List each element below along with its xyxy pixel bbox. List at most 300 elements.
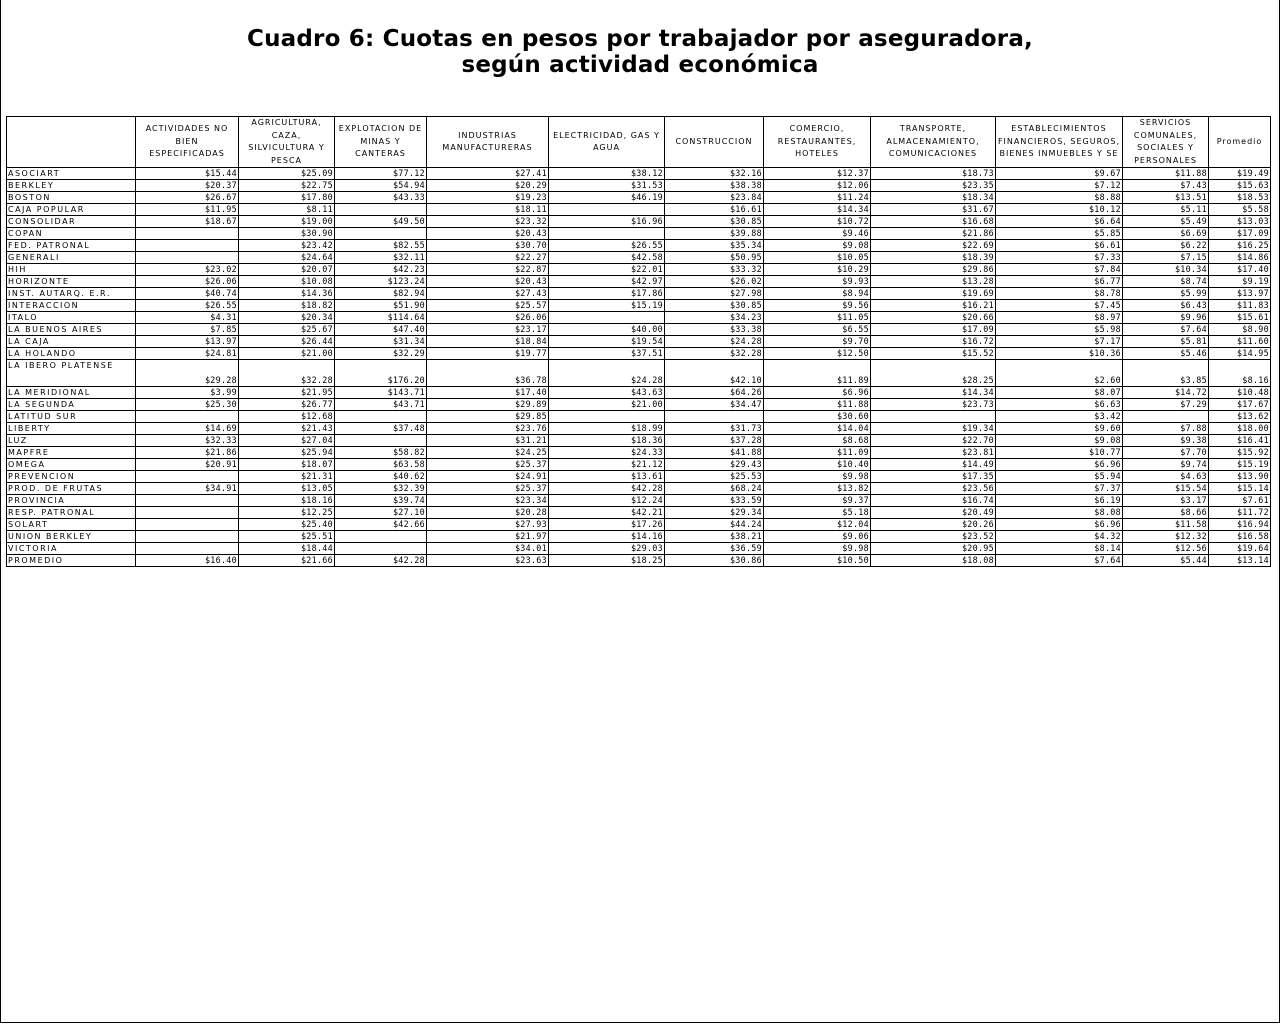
value-cell: $31.53 [549,180,665,192]
value-cell: $8.68 [764,435,871,447]
table-row [7,192,1271,204]
value-cell: $49.50 [335,216,427,228]
value-cell: $29.43 [665,459,764,471]
title-line-1: Cuadro 6: Cuotas en pesos por trabajador por aseguradora, [247,26,1033,52]
value-cell: $9.93 [764,276,871,288]
value-cell: $9.74 [1123,459,1209,471]
value-cell: $19.49 [1209,168,1271,180]
insurer-name-cell: COPAN [7,228,136,240]
value-cell: $6.55 [764,324,871,336]
insurer-name-cell: PREVENCION [7,471,136,483]
value-cell: $18.82 [239,300,335,312]
value-cell: $21.12 [549,459,665,471]
column-header: INDUSTRIAS MANUFACTURERAS [427,117,549,168]
value-cell: $10.12 [996,204,1123,216]
value-cell: $6.63 [996,399,1123,411]
value-cell: $29.89 [427,399,549,411]
value-cell: $29.85 [427,411,549,423]
value-cell: $7.33 [996,252,1123,264]
value-cell: $42.10 [665,360,764,387]
value-cell: $7.64 [996,555,1123,567]
value-cell: $63.58 [335,459,427,471]
value-cell: $19.00 [239,216,335,228]
insurer-name-cell: CAJA POPULAR [7,204,136,216]
value-cell: $31.73 [665,423,764,435]
value-cell: $15.19 [549,300,665,312]
value-cell: $16.21 [871,300,996,312]
value-cell: $25.51 [239,531,335,543]
table-row [7,264,1271,276]
value-cell: $10.05 [764,252,871,264]
insurer-name-cell: SOLART [7,519,136,531]
value-cell: $21.00 [239,348,335,360]
value-cell: $16.40 [136,555,239,567]
value-cell: $14.36 [239,288,335,300]
value-cell: $14.95 [1209,348,1271,360]
value-cell: $32.39 [335,483,427,495]
value-cell: $23.34 [427,495,549,507]
value-cell: $18.08 [871,555,996,567]
value-cell: $24.91 [427,471,549,483]
column-header-insurer [7,117,136,168]
value-cell: $64.26 [665,387,764,399]
value-cell: $37.51 [549,348,665,360]
value-cell: $9.67 [996,168,1123,180]
value-cell: $11.88 [764,399,871,411]
value-cell: $19.69 [871,288,996,300]
value-cell: $42.58 [549,252,665,264]
value-cell: $7.84 [996,264,1123,276]
value-cell: $23.63 [427,555,549,567]
value-cell: $54.94 [335,180,427,192]
value-cell: $32.11 [335,252,427,264]
value-cell: $20.43 [427,276,549,288]
value-cell: $13.05 [239,483,335,495]
insurer-name-cell: LUZ [7,435,136,447]
value-cell: $21.66 [239,555,335,567]
value-cell: $17.40 [427,387,549,399]
insurer-name-cell: UNION BERKLEY [7,531,136,543]
value-cell: $5.58 [1209,204,1271,216]
value-cell: $15.14 [1209,483,1271,495]
value-cell: $5.49 [1123,216,1209,228]
table-row [7,543,1271,555]
table-body [7,168,1271,567]
value-cell: $29.28 [136,360,239,387]
insurer-name-cell: VICTORIA [7,543,136,555]
value-cell: $39.88 [665,228,764,240]
value-cell: $7.17 [996,336,1123,348]
value-cell: $27.04 [239,435,335,447]
value-cell: $23.35 [871,180,996,192]
value-cell: $3.17 [1123,495,1209,507]
value-cell: $20.49 [871,507,996,519]
value-cell: $23.52 [871,531,996,543]
insurer-name-cell: LIBERTY [7,423,136,435]
value-cell: $24.81 [136,348,239,360]
value-cell: $9.96 [1123,312,1209,324]
value-cell [136,471,239,483]
insurer-name-cell: LA CAJA [7,336,136,348]
value-cell: $5.99 [1123,288,1209,300]
value-cell: $33.38 [665,324,764,336]
value-cell: $21.00 [549,399,665,411]
value-cell: $29.86 [871,264,996,276]
value-cell: $15.63 [1209,180,1271,192]
value-cell: $5.85 [996,228,1123,240]
value-cell: $24.64 [239,252,335,264]
value-cell: $25.94 [239,447,335,459]
value-cell: $34.47 [665,399,764,411]
value-cell: $7.12 [996,180,1123,192]
value-cell: $6.22 [1123,240,1209,252]
value-cell [335,228,427,240]
value-cell: $34.01 [427,543,549,555]
quotas-table [6,116,1271,567]
value-cell: $12.37 [764,168,871,180]
value-cell [136,507,239,519]
value-cell: $38.38 [665,180,764,192]
table-row [7,399,1271,411]
value-cell: $24.25 [427,447,549,459]
value-cell: $8.66 [1123,507,1209,519]
value-cell: $9.70 [764,336,871,348]
value-cell: $4.63 [1123,471,1209,483]
value-cell: $3.42 [996,411,1123,423]
insurer-name-cell: RESP. PATRONAL [7,507,136,519]
value-cell: $6.77 [996,276,1123,288]
value-cell: $25.67 [239,324,335,336]
value-cell: $8.14 [996,543,1123,555]
value-cell: $33.32 [665,264,764,276]
value-cell: $23.73 [871,399,996,411]
value-cell: $17.09 [871,324,996,336]
value-cell: $25.40 [239,519,335,531]
value-cell: $12.68 [239,411,335,423]
value-cell [136,240,239,252]
value-cell: $30.70 [427,240,549,252]
value-cell: $6.96 [996,459,1123,471]
value-cell: $40.62 [335,471,427,483]
value-cell: $6.64 [996,216,1123,228]
value-cell: $42.23 [335,264,427,276]
value-cell: $13.14 [1209,555,1271,567]
value-cell: $6.96 [764,387,871,399]
value-cell: $20.28 [427,507,549,519]
value-cell [136,228,239,240]
column-header: TRANSPORTE, ALMACENAMIENTO, COMUNICACIONES [871,117,996,168]
value-cell: $21.95 [239,387,335,399]
value-cell: $18.11 [427,204,549,216]
value-cell: $5.46 [1123,348,1209,360]
value-cell: $39.74 [335,495,427,507]
value-cell: $27.43 [427,288,549,300]
value-cell [549,204,665,216]
table-row [7,387,1271,399]
value-cell: $16.41 [1209,435,1271,447]
value-cell: $5.44 [1123,555,1209,567]
insurer-name-cell: PROVINCIA [7,495,136,507]
value-cell: $18.36 [549,435,665,447]
value-cell: $8.11 [239,204,335,216]
column-header: EXPLOTACION DE MINAS Y CANTERAS [335,117,427,168]
value-cell: $29.34 [665,507,764,519]
value-cell: $25.37 [427,459,549,471]
value-cell [136,252,239,264]
value-cell: $42.66 [335,519,427,531]
table-row [7,216,1271,228]
value-cell: $10.34 [1123,264,1209,276]
value-cell: $4.32 [996,531,1123,543]
value-cell: $58.82 [335,447,427,459]
value-cell: $10.29 [764,264,871,276]
value-cell: $42.28 [335,555,427,567]
table-row [7,228,1271,240]
value-cell: $6.61 [996,240,1123,252]
value-cell: $12.50 [764,348,871,360]
value-cell: $15.61 [1209,312,1271,324]
value-cell: $19.64 [1209,543,1271,555]
value-cell: $40.00 [549,324,665,336]
column-header: SERVICIOS COMUNALES, SOCIALES Y PERSONALES [1123,117,1209,168]
insurer-name-cell: GENERALI [7,252,136,264]
value-cell: $16.61 [665,204,764,216]
table-row [7,288,1271,300]
insurer-name-cell: LA IBERO PLATENSE [7,360,136,387]
value-cell: $20.07 [239,264,335,276]
value-cell: $10.36 [996,348,1123,360]
insurer-name-cell: PROD. DE FRUTAS [7,483,136,495]
value-cell: $26.02 [665,276,764,288]
value-cell: $16.94 [1209,519,1271,531]
value-cell: $13.97 [136,336,239,348]
value-cell: $10.08 [239,276,335,288]
table-row [7,411,1271,423]
value-cell: $15.44 [136,168,239,180]
value-cell: $14.34 [764,204,871,216]
value-cell: $22.27 [427,252,549,264]
value-cell: $143.71 [335,387,427,399]
value-cell: $11.60 [1209,336,1271,348]
table-row [7,495,1271,507]
value-cell: $5.18 [764,507,871,519]
value-cell: $8.97 [996,312,1123,324]
value-cell: $114.64 [335,312,427,324]
value-cell [136,531,239,543]
insurer-name-cell: INTERACCION [7,300,136,312]
value-cell: $8.94 [764,288,871,300]
value-cell: $26.55 [136,300,239,312]
value-cell [136,519,239,531]
value-cell: $9.19 [1209,276,1271,288]
table-row [7,324,1271,336]
value-cell: $11.83 [1209,300,1271,312]
value-cell: $27.41 [427,168,549,180]
table-row [7,447,1271,459]
value-cell: $15.54 [1123,483,1209,495]
value-cell: $7.85 [136,324,239,336]
value-cell: $17.80 [239,192,335,204]
value-cell: $30.60 [764,411,871,423]
value-cell: $4.31 [136,312,239,324]
value-cell: $23.81 [871,447,996,459]
value-cell: $20.66 [871,312,996,324]
value-cell: $32.28 [665,348,764,360]
table-row [7,435,1271,447]
value-cell [335,204,427,216]
value-cell: $14.49 [871,459,996,471]
column-header: ELECTRICIDAD, GAS Y AGUA [549,117,665,168]
value-cell: $14.86 [1209,252,1271,264]
value-cell: $23.17 [427,324,549,336]
value-cell: $7.88 [1123,423,1209,435]
insurer-name-cell: FED. PATRONAL [7,240,136,252]
value-cell: $8.74 [1123,276,1209,288]
value-cell: $18.99 [549,423,665,435]
value-cell: $26.55 [549,240,665,252]
table-row [7,204,1271,216]
value-cell: $42.97 [549,276,665,288]
value-cell: $27.93 [427,519,549,531]
value-cell: $12.25 [239,507,335,519]
value-cell: $16.96 [549,216,665,228]
table-row [7,459,1271,471]
column-header: AGRICULTURA, CAZA, SILVICULTURA Y PESCA [239,117,335,168]
value-cell: $7.64 [1123,324,1209,336]
insurer-name-cell: BERKLEY [7,180,136,192]
value-cell: $16.74 [871,495,996,507]
value-cell: $10.48 [1209,387,1271,399]
value-cell: $50.95 [665,252,764,264]
value-cell: $27.98 [665,288,764,300]
table-row [7,360,1271,387]
column-header: ACTIVIDADES NO BIEN ESPECIFICADAS [136,117,239,168]
insurer-name-cell: CONSOLIDAR [7,216,136,228]
value-cell [335,531,427,543]
value-cell: $34.91 [136,483,239,495]
value-cell: $22.75 [239,180,335,192]
value-cell [549,228,665,240]
value-cell: $10.40 [764,459,871,471]
insurer-name-cell: LA SEGUNDA [7,399,136,411]
value-cell: $11.24 [764,192,871,204]
value-cell: $5.11 [1123,204,1209,216]
value-cell: $30.85 [665,300,764,312]
table-row [7,531,1271,543]
value-cell: $43.33 [335,192,427,204]
column-header: CONSTRUCCION [665,117,764,168]
table-row [7,471,1271,483]
table-row [7,300,1271,312]
value-cell: $20.37 [136,180,239,192]
value-cell: $26.06 [427,312,549,324]
value-cell: $18.67 [136,216,239,228]
value-cell: $31.67 [871,204,996,216]
value-cell: $3.85 [1123,360,1209,387]
value-cell: $21.86 [871,228,996,240]
table-row [7,423,1271,435]
insurer-name-cell: INST. AUTARQ. E.R. [7,288,136,300]
value-cell: $18.84 [427,336,549,348]
value-cell: $25.53 [665,471,764,483]
insurer-name-cell: ASOCIART [7,168,136,180]
value-cell: $32.16 [665,168,764,180]
value-cell: $46.19 [549,192,665,204]
value-cell: $19.77 [427,348,549,360]
value-cell: $9.08 [764,240,871,252]
value-cell: $18.34 [871,192,996,204]
column-header: ESTABLECIMIENTOS FINANCIEROS, SEGUROS, BIENES INMUEBLES Y SE [996,117,1123,168]
value-cell: $13.51 [1123,192,1209,204]
value-cell: $23.02 [136,264,239,276]
value-cell: $9.98 [764,543,871,555]
value-cell: $12.04 [764,519,871,531]
value-cell: $42.21 [549,507,665,519]
value-cell: $14.16 [549,531,665,543]
value-cell: $11.05 [764,312,871,324]
value-cell: $21.31 [239,471,335,483]
value-cell [549,411,665,423]
value-cell: $30.85 [665,216,764,228]
value-cell: $26.67 [136,192,239,204]
value-cell: $27.10 [335,507,427,519]
table-row [7,312,1271,324]
value-cell: $7.37 [996,483,1123,495]
insurer-name-cell: BOSTON [7,192,136,204]
value-cell: $7.70 [1123,447,1209,459]
value-cell: $5.94 [996,471,1123,483]
value-cell: $14.34 [871,387,996,399]
value-cell: $7.15 [1123,252,1209,264]
table-row [7,252,1271,264]
value-cell: $19.23 [427,192,549,204]
value-cell [665,411,764,423]
value-cell: $9.06 [764,531,871,543]
value-cell: $33.59 [665,495,764,507]
value-cell: $14.04 [764,423,871,435]
value-cell: $10.72 [764,216,871,228]
table-row [7,348,1271,360]
value-cell: $24.28 [665,336,764,348]
table-row [7,168,1271,180]
value-cell: $13.82 [764,483,871,495]
value-cell: $23.76 [427,423,549,435]
value-cell: $26.06 [136,276,239,288]
value-cell [335,411,427,423]
value-cell: $25.57 [427,300,549,312]
value-cell: $6.19 [996,495,1123,507]
value-cell: $25.37 [427,483,549,495]
value-cell: $34.23 [665,312,764,324]
value-cell: $11.09 [764,447,871,459]
value-cell: $23.32 [427,216,549,228]
value-cell: $17.67 [1209,399,1271,411]
value-cell: $15.52 [871,348,996,360]
value-cell: $7.29 [1123,399,1209,411]
value-cell: $8.88 [996,192,1123,204]
table-row [7,555,1271,567]
value-cell: $9.38 [1123,435,1209,447]
value-cell: $44.24 [665,519,764,531]
value-cell: $22.01 [549,264,665,276]
value-cell: $6.43 [1123,300,1209,312]
value-cell: $82.55 [335,240,427,252]
insurer-name-cell: LA HOLANDO [7,348,136,360]
value-cell: $11.89 [764,360,871,387]
value-cell: $23.84 [665,192,764,204]
value-cell: $11.95 [136,204,239,216]
value-cell: $36.78 [427,360,549,387]
